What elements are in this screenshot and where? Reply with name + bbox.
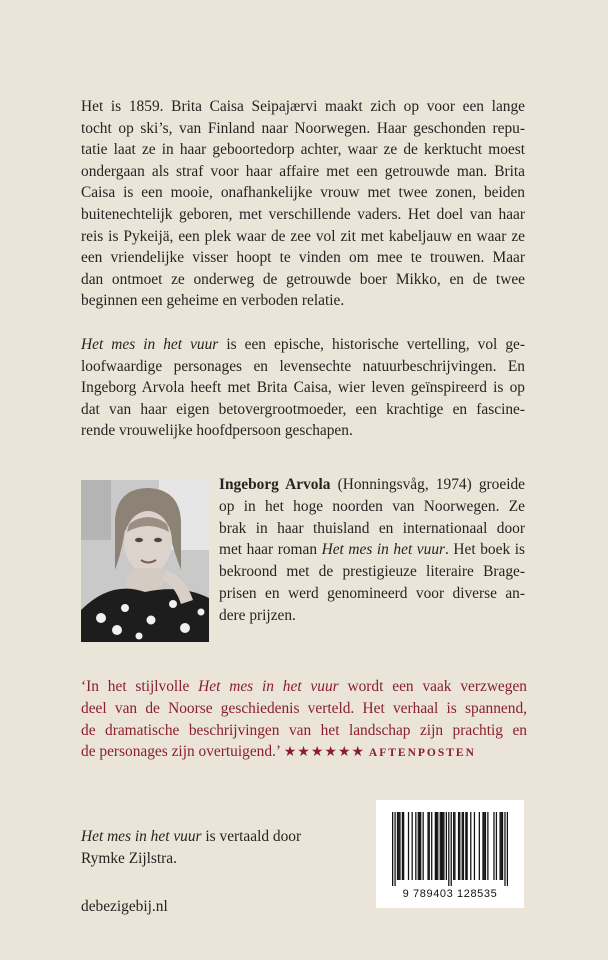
quote-text: de personages zijn overtuigend.’ — [81, 743, 280, 761]
barcode-bar — [501, 812, 502, 880]
barcode-bar — [484, 812, 485, 880]
synopsis-line: buitenechtelijk geboren, met verschillende vaders. Het doel van haar — [81, 205, 525, 223]
quote-line: deel van de Noorse geschiedenis verteld. Het verhaal is spannend, — [81, 699, 527, 717]
synopsis-line: ondergaan als straf voor haar affaire met een getrouwde man. Brita — [81, 162, 525, 180]
barcode-bar — [493, 812, 494, 880]
barcode-bar — [442, 812, 443, 880]
barcode-bar — [453, 812, 454, 880]
barcode-bar — [415, 812, 416, 880]
synopsis-line: een vriendelijke visser hoopt te vinden om mee te trouwen. Maar — [81, 249, 525, 267]
synopsis-line: Caisa is een mooie, onafhankelijke vrouw met twee zonen, beiden — [81, 184, 525, 202]
description-line: loofwaardige personages en levensechte natuurbeschrijvingen. En — [81, 357, 525, 375]
book-description — [81, 334, 525, 442]
barcode-bar — [440, 812, 441, 880]
description-text: is een epische, historische vertelling, vol ge- — [218, 336, 525, 353]
barcode-bar — [431, 812, 432, 880]
barcode-bar — [446, 812, 447, 880]
translator-text: is vertaald door — [201, 828, 302, 845]
bio-text: met haar roman — [219, 541, 322, 559]
synopsis-paragraph — [81, 96, 525, 312]
quote-line — [81, 676, 527, 698]
barcode-bar — [436, 812, 437, 880]
bio-line: dere prijzen. — [219, 606, 296, 624]
barcode-bar — [437, 812, 438, 880]
barcode-bar — [399, 812, 400, 880]
barcode-bar — [458, 812, 459, 880]
description-line: Ingeborg Arvola heeft met Brita Caisa, wier leven geïnspireerd is op — [81, 379, 525, 397]
barcode-bar — [474, 812, 475, 880]
barcode-bars — [392, 812, 508, 886]
synopsis-line: tocht op ski’s, van Finland naar Noorwegen. Haar geschonden repu- — [81, 119, 525, 137]
author-portrait-image — [81, 480, 209, 642]
barcode-bar — [423, 812, 424, 880]
barcode-bar — [419, 812, 420, 880]
barcode-bar — [462, 812, 463, 880]
barcode-bar — [463, 812, 464, 880]
synopsis-line: reis is Pykeijä, een plek waar de zee vol zit met kabeljauw en waar ze — [81, 227, 525, 245]
description-line: rende vrouwelijke hoofdpersoon geschapen. — [81, 422, 353, 440]
bio-line — [219, 539, 525, 561]
barcode-bar — [465, 812, 466, 880]
barcode-bar — [435, 812, 436, 880]
translator-line — [81, 826, 381, 848]
barcode-bar — [443, 812, 444, 880]
barcode-bar — [392, 812, 393, 886]
barcode-bar — [485, 812, 486, 880]
barcode-bar — [412, 812, 413, 880]
quote-text: ‘In het stijlvolle — [81, 678, 199, 695]
barcode-bar — [427, 812, 428, 880]
author-bio — [219, 474, 525, 627]
quote-line — [81, 741, 527, 765]
barcode-bar — [418, 812, 419, 880]
rating-stars: ★★★★★★ — [283, 745, 366, 761]
isbn-number: 9 789403 128535 — [402, 888, 498, 900]
bio-text: (Honningsvåg, 1974) groeide — [330, 476, 525, 493]
bio-line — [219, 474, 525, 496]
barcode-bar — [397, 812, 398, 880]
barcode-bar — [398, 812, 399, 880]
description-line — [81, 334, 525, 356]
barcode-bar — [479, 812, 480, 880]
press-quote — [81, 676, 527, 765]
barcode-bar — [487, 812, 488, 880]
barcode-bar — [408, 812, 409, 880]
barcode-bar — [470, 812, 471, 880]
barcode-bar — [429, 812, 430, 880]
synopsis-line: Het is 1859. Brita Caisa Seipajærvi maakt zich op voor een lange — [81, 98, 525, 115]
translator-name: Rymke Zijlstra. — [81, 849, 177, 867]
quote-source: AFTENPOSTEN — [368, 747, 476, 760]
barcode-bar — [499, 812, 500, 880]
book-title: Het mes in het vuur — [81, 336, 219, 353]
quote-line: de dramatische beschrijvingen van het landschap zijn prachtig en — [81, 721, 527, 739]
barcode-bar — [502, 812, 503, 880]
book-title: Het mes in het vuur — [321, 541, 446, 559]
barcode — [376, 800, 524, 908]
barcode-bar — [507, 812, 508, 886]
barcode-bar — [459, 812, 460, 880]
barcode-bar — [482, 812, 483, 880]
synopsis-line: beginnen een geheime en verboden relatie. — [81, 292, 345, 310]
bio-line: brak in haar thuisland en internationaal door — [219, 519, 525, 537]
book-title: Het mes in het vuur — [198, 678, 339, 695]
barcode-bar — [403, 812, 404, 880]
bio-text: . Het boek is — [445, 541, 525, 559]
barcode-bar — [448, 812, 449, 886]
barcode-bar — [504, 812, 505, 886]
bio-line: op in het hoge noorden van Noorwegen. Ze — [219, 497, 525, 515]
description-line: dat van haar eigen betovergrootmoeder, een krachtige en fascine- — [81, 400, 525, 418]
author-photo — [81, 480, 209, 642]
barcode-bar — [441, 812, 442, 880]
barcode-bar — [420, 812, 421, 880]
book-title: Het mes in het vuur — [81, 828, 202, 845]
barcode-bar — [466, 812, 467, 880]
author-name: Ingeborg Arvola — [219, 476, 331, 493]
barcode-bar — [451, 812, 452, 886]
barcode-bar — [496, 812, 497, 880]
translator-credit — [81, 826, 381, 870]
barcode-bar — [454, 812, 455, 880]
synopsis-line: dan ontmoet ze onderweg de getrouwde boer Mikko, en de twee — [81, 270, 525, 288]
synopsis-line: tatie laat ze in haar geboortedorp achter, waar ze de kerktucht moest — [81, 141, 525, 159]
quote-text: wordt een vaak verzwegen — [338, 678, 527, 695]
barcode-bar — [402, 812, 403, 880]
bio-line: bekroond met de prestigieuze literaire Brage- — [219, 563, 525, 581]
publisher-url: debezigebij.nl — [81, 898, 168, 915]
bio-line: prisen en werd genomineerd voor diverse an- — [219, 584, 525, 602]
barcode-bar — [394, 812, 395, 886]
